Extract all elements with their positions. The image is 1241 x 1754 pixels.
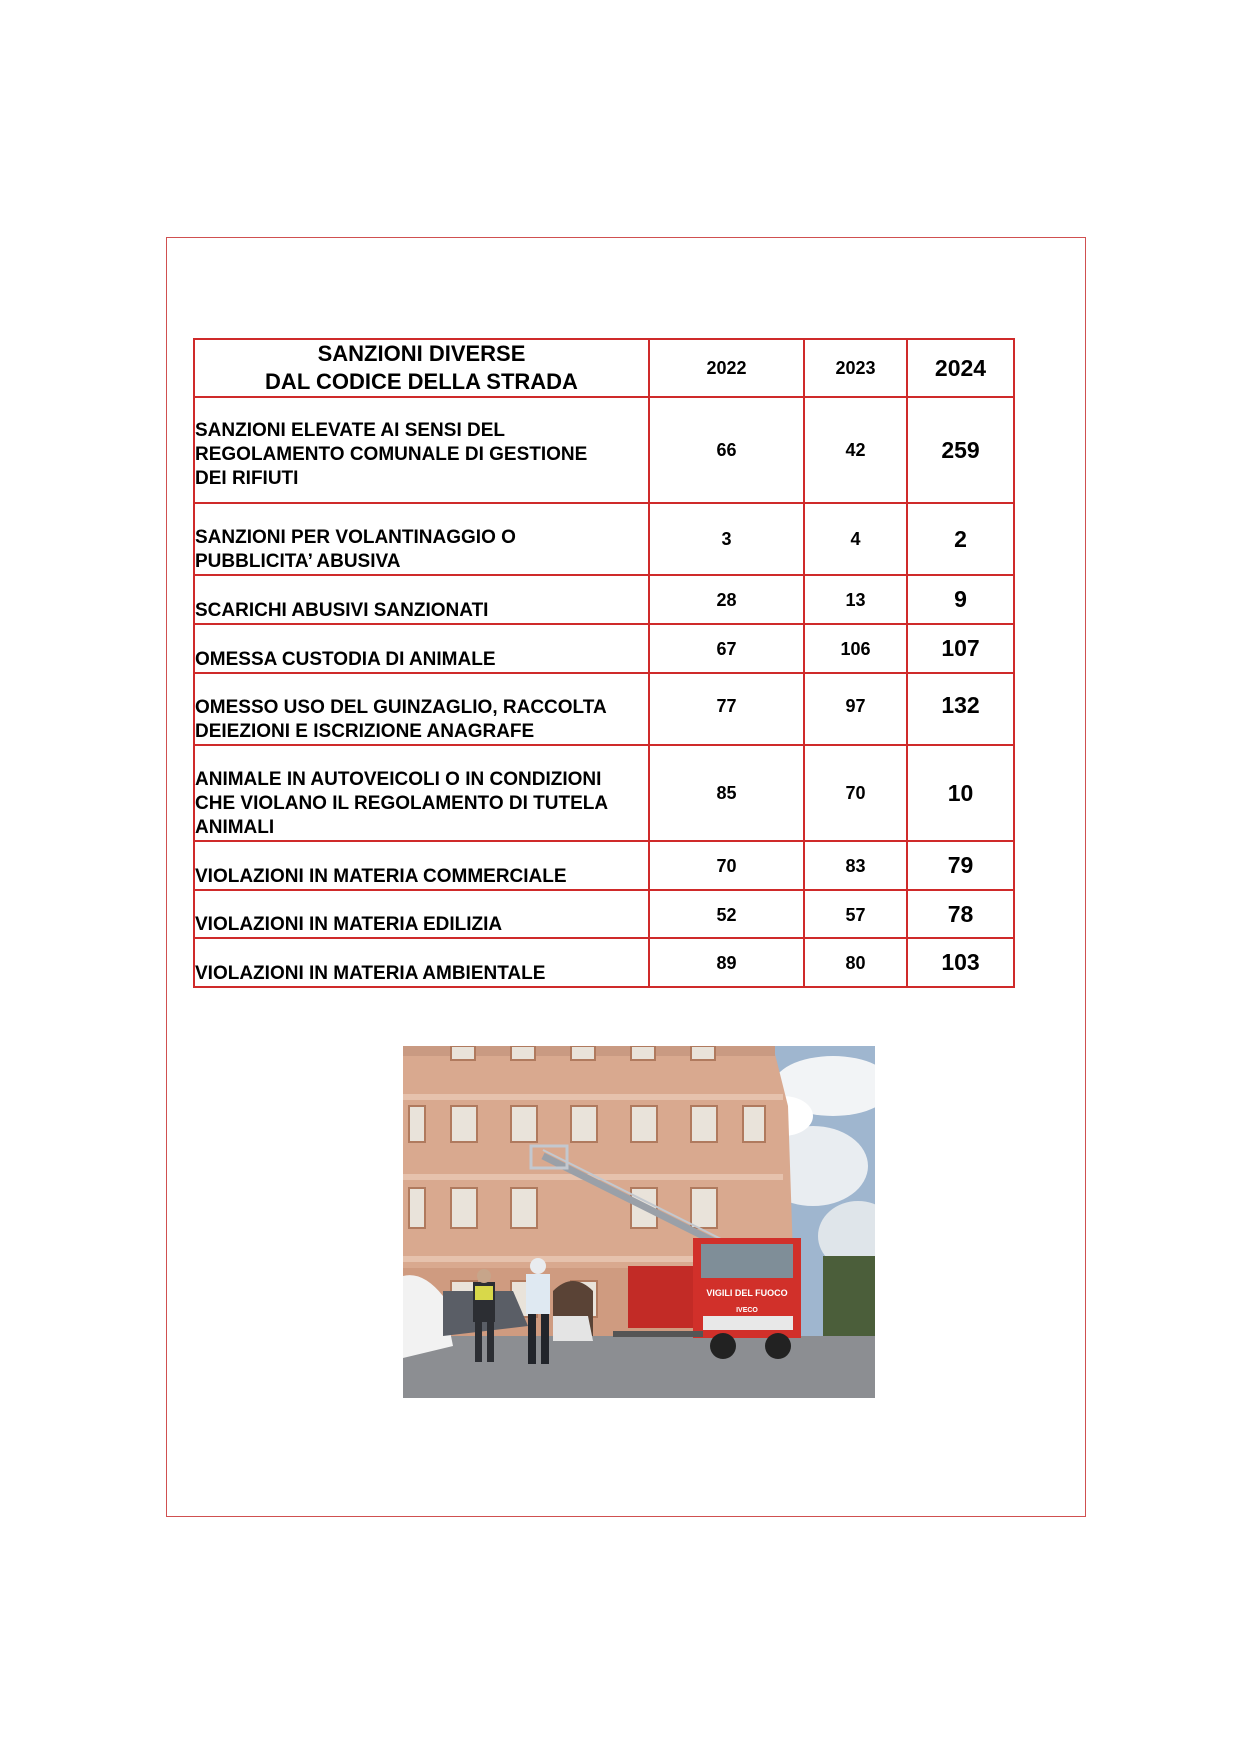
table-row <box>194 673 1014 745</box>
table-row <box>194 575 1014 624</box>
value-2022: 52 <box>649 890 804 938</box>
row-label <box>194 841 649 890</box>
table-title-line1: SANZIONI DIVERSE <box>317 341 526 366</box>
value-2022: 70 <box>649 841 804 890</box>
row-label <box>194 503 649 575</box>
value-2022: 66 <box>649 397 804 503</box>
row-label <box>194 890 649 938</box>
row-label-line: OMESSO USO DEL GUINZAGLIO, RACCOLTA <box>195 697 607 718</box>
value-2023: 106 <box>804 624 907 673</box>
value-2022: 89 <box>649 938 804 987</box>
value-2024: 2 <box>907 503 1014 575</box>
row-label <box>194 745 649 841</box>
row-label-line: SCARICHI ABUSIVI SANZIONATI <box>195 600 489 621</box>
value-2022: 3 <box>649 503 804 575</box>
value-2023: 13 <box>804 575 907 624</box>
row-label-line: REGOLAMENTO COMUNALE DI GESTIONE <box>195 444 588 465</box>
table-header-row <box>194 339 1014 397</box>
year-header-2024: 2024 <box>907 339 1014 397</box>
sanctions-table <box>193 338 1015 988</box>
truck-brand: IVECO <box>736 1307 758 1314</box>
value-2024: 79 <box>907 841 1014 890</box>
value-2022: 85 <box>649 745 804 841</box>
value-2024: 107 <box>907 624 1014 673</box>
row-label <box>194 673 649 745</box>
fire-truck-photo <box>403 1046 875 1398</box>
value-2024: 132 <box>907 673 1014 745</box>
row-label-line: VIOLAZIONI IN MATERIA COMMERCIALE <box>195 866 567 887</box>
row-label-line: PUBBLICITA’ ABUSIVA <box>195 551 401 572</box>
value-2023: 4 <box>804 503 907 575</box>
table-row <box>194 503 1014 575</box>
row-label <box>194 938 649 987</box>
row-label <box>194 397 649 503</box>
table-row <box>194 624 1014 673</box>
year-header-2023: 2023 <box>804 339 907 397</box>
table-title-line2: DAL CODICE DELLA STRADA <box>265 369 578 394</box>
value-2023: 42 <box>804 397 907 503</box>
row-label-line: SANZIONI ELEVATE AI SENSI DEL <box>195 420 506 441</box>
value-2023: 97 <box>804 673 907 745</box>
row-label-line: VIOLAZIONI IN MATERIA AMBIENTALE <box>195 963 546 984</box>
row-label <box>194 575 649 624</box>
row-label-line: VIOLAZIONI IN MATERIA EDILIZIA <box>195 914 503 935</box>
value-2024: 9 <box>907 575 1014 624</box>
value-2022: 77 <box>649 673 804 745</box>
value-2024: 10 <box>907 745 1014 841</box>
value-2022: 67 <box>649 624 804 673</box>
row-label-line: OMESSA CUSTODIA DI ANIMALE <box>195 649 496 670</box>
value-2024: 78 <box>907 890 1014 938</box>
row-label-line: DEIEZIONI E ISCRIZIONE ANAGRAFE <box>195 721 535 742</box>
value-2023: 57 <box>804 890 907 938</box>
value-2022: 28 <box>649 575 804 624</box>
row-label-line: ANIMALE IN AUTOVEICOLI O IN CONDIZIONI <box>195 769 602 790</box>
value-2024: 103 <box>907 938 1014 987</box>
truck-label: VIGILI DEL FUOCO <box>706 1288 788 1298</box>
row-label <box>194 624 649 673</box>
table-title <box>194 339 649 397</box>
row-label-line: SANZIONI PER VOLANTINAGGIO O <box>195 527 516 548</box>
value-2023: 80 <box>804 938 907 987</box>
row-label-line: DEI RIFIUTI <box>195 468 299 489</box>
table-row <box>194 397 1014 503</box>
table-row <box>194 841 1014 890</box>
row-label-line: CHE VIOLANO IL REGOLAMENTO DI TUTELA <box>195 793 609 814</box>
table-row <box>194 938 1014 987</box>
table-row <box>194 745 1014 841</box>
value-2023: 83 <box>804 841 907 890</box>
row-label-line: ANIMALI <box>195 817 275 838</box>
table-row <box>194 890 1014 938</box>
value-2023: 70 <box>804 745 907 841</box>
value-2024: 259 <box>907 397 1014 503</box>
year-header-2022: 2022 <box>649 339 804 397</box>
